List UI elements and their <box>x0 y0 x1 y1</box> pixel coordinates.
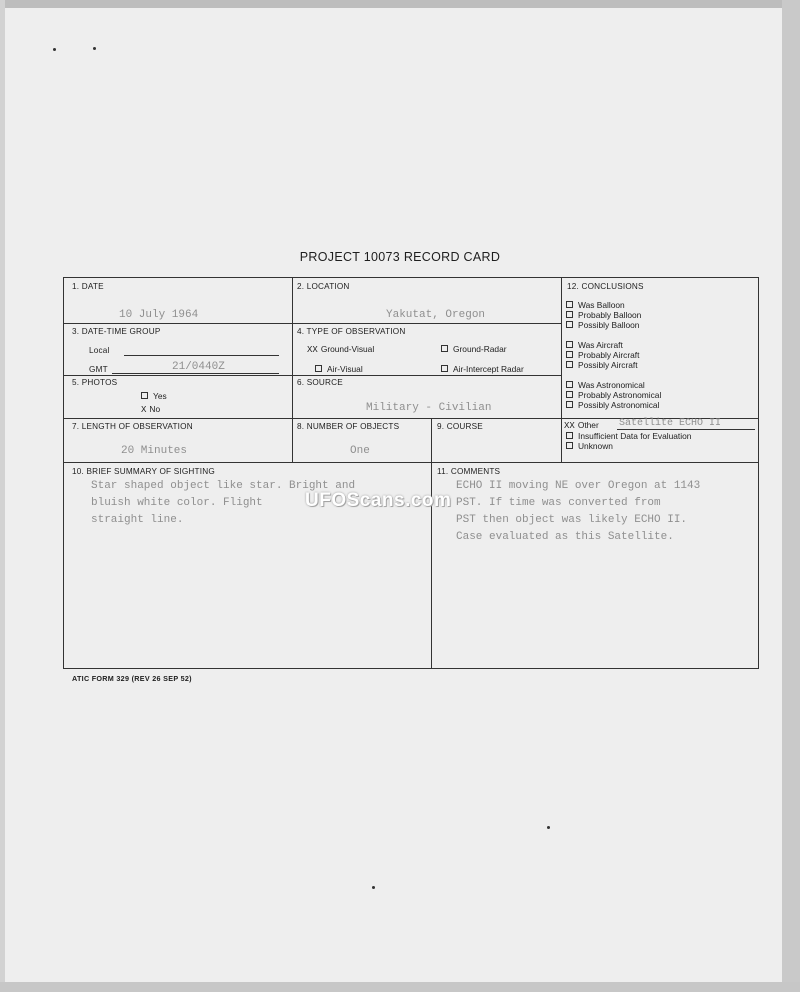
checkbox-icon <box>441 345 448 352</box>
photos-label: 5. PHOTOS <box>72 378 118 387</box>
summary-line: Star shaped object like star. Bright and <box>91 480 356 492</box>
conclusion-probably-balloon: Probably Balloon <box>566 310 641 320</box>
form-number: ATIC FORM 329 (REV 26 SEP 52) <box>72 674 192 683</box>
local-label: Local <box>89 346 110 355</box>
checkbox-icon <box>566 391 573 398</box>
num-objects-value: One <box>350 445 370 457</box>
dust-speck <box>372 886 375 889</box>
record-card <box>63 277 759 669</box>
scan-edge-top <box>0 0 800 8</box>
divider <box>64 323 561 324</box>
checkbox-icon <box>566 351 573 358</box>
conclusion-other-value: Satellite ECHO II <box>619 418 722 429</box>
scan-edge-left <box>0 0 5 992</box>
divider <box>431 418 432 668</box>
checkbox-icon <box>566 311 573 318</box>
checkbox-icon <box>566 341 573 348</box>
conclusion-possibly-aircraft: Possibly Aircraft <box>566 360 638 370</box>
checked-mark: XX <box>564 421 575 431</box>
date-value: 10 July 1964 <box>119 309 199 321</box>
length-label: 7. LENGTH OF OBSERVATION <box>72 422 193 431</box>
other-line <box>617 429 755 430</box>
conclusion-probably-aircraft: Probably Aircraft <box>566 350 639 360</box>
conclusion-probably-astronomical: Probably Astronomical <box>566 390 661 400</box>
summary-line: bluish white color. Flight <box>91 497 263 509</box>
divider <box>64 375 561 376</box>
checkbox-icon <box>315 365 322 372</box>
divider <box>561 278 562 462</box>
location-value: Yakutat, Oregon <box>386 309 486 321</box>
checkbox-icon <box>141 392 148 399</box>
location-label: 2. LOCATION <box>297 282 350 291</box>
conclusions-label: 12. CONCLUSIONS <box>567 282 644 291</box>
checkbox-icon <box>566 432 573 439</box>
conclusion-was-astronomical: Was Astronomical <box>566 380 645 390</box>
photos-no: X No <box>141 404 161 415</box>
divider <box>64 462 758 463</box>
comment-line: PST then object was likely ECHO II. <box>456 514 688 526</box>
gmt-value: 21/0440Z <box>172 361 225 373</box>
watermark: UFOScans.com <box>305 490 452 511</box>
conclusion-other: XX Other <box>564 420 599 431</box>
dust-speck <box>93 47 96 50</box>
scan-edge-right <box>782 0 800 992</box>
source-label: 6. SOURCE <box>297 378 343 387</box>
summary-label: 10. BRIEF SUMMARY OF SIGHTING <box>72 467 215 476</box>
gmt-label: GMT <box>89 365 108 374</box>
course-label: 9. COURSE <box>437 422 483 431</box>
option-air-intercept-radar: Air-Intercept Radar <box>441 364 524 374</box>
checked-mark: X <box>141 405 147 415</box>
conclusion-was-balloon: Was Balloon <box>566 300 625 310</box>
comment-line: Case evaluated as this Satellite. <box>456 531 674 543</box>
date-label: 1. DATE <box>72 282 104 291</box>
conclusion-was-aircraft: Was Aircraft <box>566 340 623 350</box>
num-objects-label: 8. NUMBER OF OBJECTS <box>297 422 400 431</box>
source-value: Military - Civilian <box>366 402 492 414</box>
conclusion-possibly-astronomical: Possibly Astronomical <box>566 400 659 410</box>
conclusion-unknown: Unknown <box>566 441 613 451</box>
divider <box>292 418 293 462</box>
gmt-line <box>112 373 279 374</box>
card-title: PROJECT 10073 RECORD CARD <box>299 250 501 264</box>
observation-type-label: 4. TYPE OF OBSERVATION <box>297 327 406 336</box>
checkbox-icon <box>566 381 573 388</box>
photos-yes: Yes <box>141 391 167 401</box>
option-ground-visual: XX Ground-Visual <box>307 344 375 355</box>
dtg-label: 3. DATE-TIME GROUP <box>72 327 161 336</box>
conclusion-insufficient-data: Insufficient Data for Evaluation <box>566 431 691 441</box>
comment-line: PST. If time was converted from <box>456 497 661 509</box>
checkbox-icon <box>566 401 573 408</box>
dust-speck <box>547 826 550 829</box>
checkbox-icon <box>566 321 573 328</box>
checked-mark: XX <box>307 345 318 355</box>
local-line <box>124 355 279 356</box>
option-air-visual: Air-Visual <box>315 364 363 374</box>
comments-label: 11. COMMENTS <box>437 467 501 476</box>
length-value: 20 Minutes <box>121 445 188 457</box>
summary-line: straight line. <box>91 514 184 526</box>
dust-speck <box>53 48 56 51</box>
checkbox-icon <box>441 365 448 372</box>
conclusion-possibly-balloon: Possibly Balloon <box>566 320 639 330</box>
checkbox-icon <box>566 301 573 308</box>
checkbox-icon <box>566 361 573 368</box>
option-ground-radar: Ground-Radar <box>441 344 507 354</box>
checkbox-icon <box>566 442 573 449</box>
comment-line: ECHO II moving NE over Oregon at 1143 <box>456 480 701 492</box>
scan-edge-bottom <box>0 982 800 992</box>
